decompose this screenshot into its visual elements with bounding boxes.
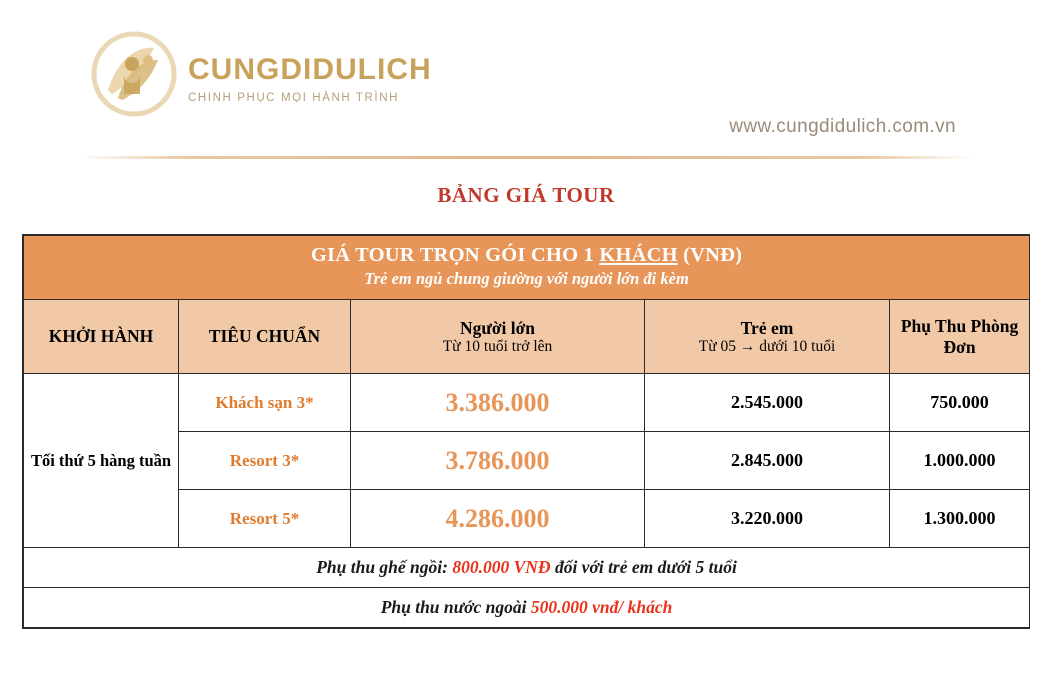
column-header-departure-label: KHỞI HÀNH xyxy=(48,326,154,347)
logo-mark-icon xyxy=(88,28,180,120)
table-row xyxy=(24,374,1030,432)
note-seat-text-a: Phụ thu ghế ngồi: xyxy=(316,557,453,577)
website-url: www.cungdidulich.com.vn xyxy=(729,116,956,137)
adult-price-cell: 4.286.000 xyxy=(351,490,645,548)
table-banner-row xyxy=(24,236,1030,300)
header-divider xyxy=(78,156,974,159)
column-header-adult-sub: Từ 10 tuổi trở lên xyxy=(442,337,553,355)
column-header-child-label: Trẻ em xyxy=(740,317,794,338)
column-header-departure xyxy=(24,300,179,374)
table-header-row xyxy=(24,300,1030,374)
column-header-adult-label: Người lớn xyxy=(459,317,536,338)
brand-subtitle: CHINH PHỤC MỌI HÀNH TRÌNH xyxy=(188,91,400,104)
note-seat-amount: 800.000 VNĐ xyxy=(452,557,551,577)
price-table-container xyxy=(22,234,1030,629)
single-supplement-cell: 750.000 xyxy=(890,374,1030,432)
column-header-child xyxy=(645,300,890,374)
table-note-row xyxy=(24,588,1030,628)
note-seat-text-c: đối với trẻ em dưới 5 tuổi xyxy=(550,557,737,577)
banner-text-c: (VNĐ) xyxy=(677,244,743,266)
child-price-cell: 3.220.000 xyxy=(645,490,890,548)
brand-title: CUNGDIDULICH xyxy=(188,52,432,86)
price-table xyxy=(23,235,1030,628)
column-header-single-supplement xyxy=(890,300,1030,374)
banner-text-a: GIÁ TOUR TRỌN GÓI CHO 1 xyxy=(310,244,600,266)
brand-logo xyxy=(88,28,432,120)
standard-cell: Khách sạn 3* xyxy=(179,374,351,432)
child-price-cell: 2.545.000 xyxy=(645,374,890,432)
standard-cell: Resort 5* xyxy=(179,490,351,548)
page-header xyxy=(0,0,1052,165)
child-price-cell: 2.845.000 xyxy=(645,432,890,490)
note-seat-surcharge xyxy=(24,548,1030,588)
table-banner-cell xyxy=(24,236,1030,300)
column-header-standard-label: TIÊU CHUẨN xyxy=(208,326,321,347)
single-supplement-cell: 1.300.000 xyxy=(890,490,1030,548)
single-supplement-cell: 1.000.000 xyxy=(890,432,1030,490)
banner-text-b: KHÁCH xyxy=(599,244,678,266)
standard-cell: Resort 3* xyxy=(179,432,351,490)
column-header-child-sub: Từ 05 → dưới 10 tuổi xyxy=(698,337,836,355)
adult-price-cell: 3.386.000 xyxy=(351,374,645,432)
table-note-row xyxy=(24,548,1030,588)
column-header-standard xyxy=(179,300,351,374)
adult-price-cell: 3.786.000 xyxy=(351,432,645,490)
column-header-single-label: Phụ Thu Phòng Đơn xyxy=(900,316,1019,357)
banner-line-1 xyxy=(28,244,1025,267)
departure-cell: Tối thứ 5 hàng tuần xyxy=(24,374,179,548)
brand-text xyxy=(188,45,432,104)
page-title: BẢNG GIÁ TOUR xyxy=(437,183,615,207)
note-foreign-amount: 500.000 vnđ/ khách xyxy=(530,597,673,617)
banner-line-2: Trẻ em ngủ chung giường với người lớn đi kèm xyxy=(364,269,689,288)
note-foreign-surcharge xyxy=(24,588,1030,628)
column-header-adult xyxy=(351,300,645,374)
note-foreign-text-a: Phụ thu nước ngoài xyxy=(380,597,531,617)
